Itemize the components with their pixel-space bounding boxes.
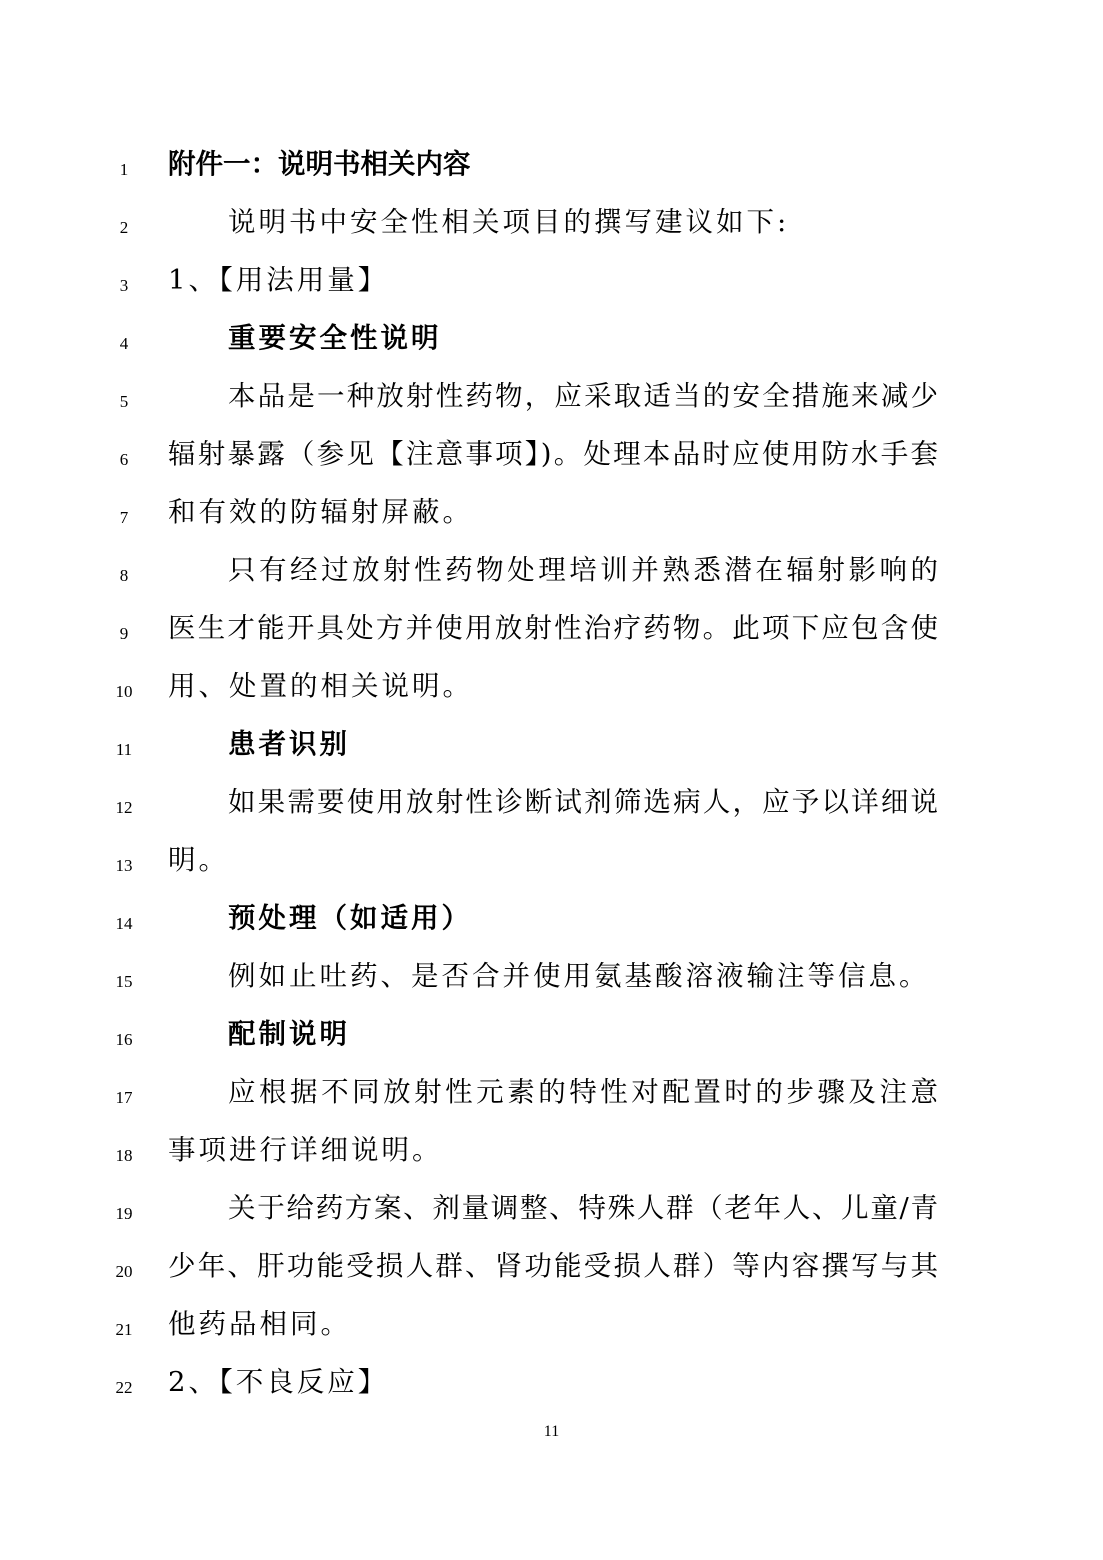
line-16	[0, 1014, 1103, 1072]
line-3	[0, 260, 1103, 318]
line-number: 17	[115, 1088, 133, 1107]
paragraph-text: 和有效的防辐射屏蔽。	[168, 496, 473, 528]
paragraph-text: 事项进行详细说明。	[168, 1134, 443, 1166]
line-number: 9	[119, 624, 129, 643]
paragraph-text: 如果需要使用放射性诊断试剂筛选病人，应予以详细说	[228, 786, 938, 818]
appendix-title: 附件一：说明书相关内容	[168, 148, 471, 180]
paragraph-text: 例如止吐药、是否合并使用氨基酸溶液输注等信息。	[228, 960, 930, 992]
page-number: 11	[543, 1423, 560, 1440]
line-number: 2	[119, 218, 129, 237]
line-number: 16	[115, 1030, 133, 1049]
subheading: 重要安全性说明	[228, 322, 442, 354]
line-number: 1	[119, 160, 129, 179]
line-number: 8	[119, 566, 129, 585]
line-number: 21	[115, 1320, 133, 1339]
line-14	[0, 898, 1103, 956]
line-13	[0, 840, 1103, 898]
line-number: 15	[115, 972, 133, 991]
subheading: 患者识别	[228, 728, 350, 760]
paragraph-text: 医生才能开具处方并使用放射性治疗药物。此项下应包含使	[168, 612, 938, 644]
line-12	[0, 782, 1103, 840]
line-21	[0, 1304, 1103, 1362]
section-heading: 2、【不良反应】	[168, 1366, 389, 1398]
line-7	[0, 492, 1103, 550]
line-number: 14	[115, 914, 133, 933]
paragraph-text: 关于给药方案、剂量调整、特殊人群（老年人、儿童/青	[228, 1192, 938, 1224]
line-17	[0, 1072, 1103, 1130]
line-number: 5	[119, 392, 129, 411]
line-number: 19	[115, 1204, 133, 1223]
line-number: 6	[119, 450, 129, 469]
paragraph-text: 应根据不同放射性元素的特性对配置时的步骤及注意	[228, 1076, 938, 1108]
paragraph-text: 少年、肝功能受损人群、肾功能受损人群）等内容撰写与其	[168, 1250, 938, 1282]
subheading: 预处理（如适用）	[228, 902, 472, 934]
line-19	[0, 1188, 1103, 1246]
line-number: 7	[119, 508, 129, 527]
line-9	[0, 608, 1103, 666]
line-number: 12	[115, 798, 133, 817]
paragraph-text: 辐射暴露（参见【注意事项】)。处理本品时应使用防水手套	[168, 438, 938, 470]
paragraph-text: 明。	[168, 844, 229, 876]
paragraph-text: 本品是一种放射性药物，应采取适当的安全措施来减少	[228, 380, 938, 412]
line-number: 20	[115, 1262, 133, 1281]
line-1	[0, 144, 1103, 202]
line-2	[0, 202, 1103, 260]
line-number: 18	[115, 1146, 133, 1165]
line-5	[0, 376, 1103, 434]
line-22	[0, 1362, 1103, 1420]
line-number: 4	[119, 334, 129, 353]
line-18	[0, 1130, 1103, 1188]
paragraph-text: 只有经过放射性药物处理培训并熟悉潜在辐射影响的	[228, 554, 938, 586]
paragraph-text: 他药品相同。	[168, 1308, 351, 1340]
section-heading: 1、【用法用量】	[168, 264, 389, 296]
line-20	[0, 1246, 1103, 1304]
line-4	[0, 318, 1103, 376]
line-number: 11	[115, 740, 133, 759]
line-number: 10	[115, 682, 133, 701]
line-15	[0, 956, 1103, 1014]
line-number: 3	[119, 276, 129, 295]
subheading: 配制说明	[228, 1018, 350, 1050]
line-10	[0, 666, 1103, 724]
paragraph-text: 用、处置的相关说明。	[168, 670, 473, 702]
line-number: 22	[115, 1378, 133, 1397]
line-11	[0, 724, 1103, 782]
line-number: 13	[115, 856, 133, 875]
line-8	[0, 550, 1103, 608]
paragraph-text: 说明书中安全性相关项目的撰写建议如下:	[228, 206, 790, 238]
line-6	[0, 434, 1103, 492]
